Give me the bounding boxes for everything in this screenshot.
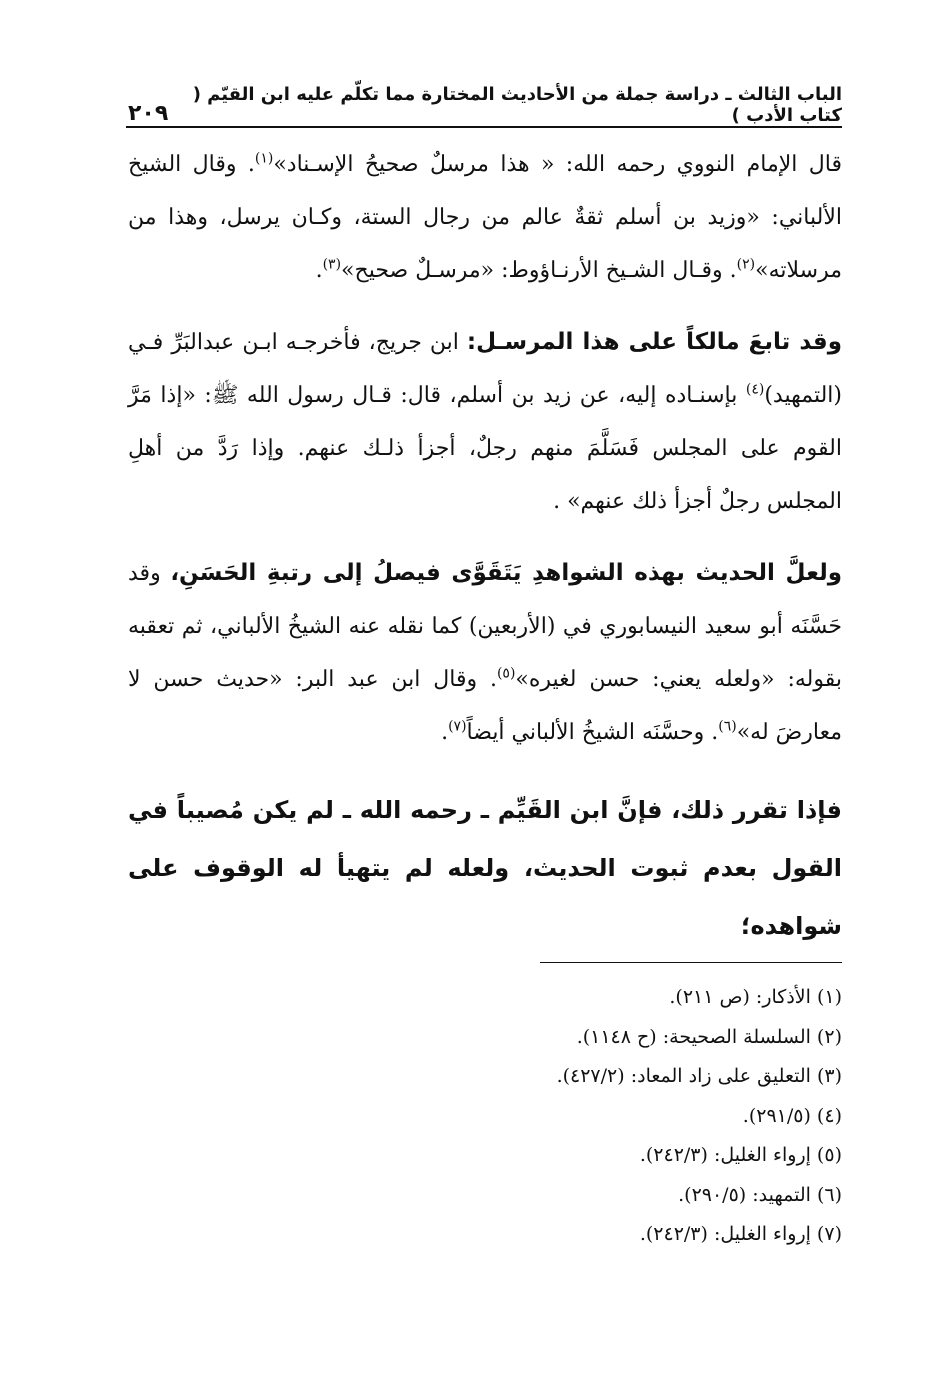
paragraph-mutaba: وقد تابعَ مالكاً على هذا المرسـل: ابن جريج، فأخرجـه ابـن عبدالبَرِّ فـي (التمهيد)$^{(٤)}$ بإسنـاده إليه، عن زيد بن أسلم، قال: قـال رسول الله ﷺ: «إذا مَرَّ القوم على المجلس فَسَلَّمَ منهم رجلٌ، أجزأ ذلـك عنهم. وإذا رَدَّ من أهلِ المجلس رجلٌ أجزأ ذلك عنهم» .	[128, 329, 842, 514]
bold-lead: ولعلَّ الحديث بهذه الشواهدِ يَتَقَوَّى فيصلُ إلى رتبةِ الحَسَنِ،	[170, 560, 842, 586]
main-text	[128, 138, 842, 955]
footnote-ref[interactable]: (٤)	[745, 381, 765, 398]
footnotes	[128, 978, 842, 1255]
paragraph-conclusion: فإذا تقرر ذلك، فإنَّ ابن القَيِّم ـ رحمه الله ـ لم يكن مُصيباً في القول بعدم ثبوت الحديث، ولعله لم يتهيأ له الوقوف على شواهده؛	[128, 796, 842, 940]
footnote-item: (٧) إرواء الغليل: (٢٤٢/٣).	[639, 1223, 842, 1245]
footnote-item: (٦) التمهيد: (٢٩٠/٥).	[678, 1183, 842, 1206]
footnote-item: (٥) إرواء الغليل: (٢٤٢/٣).	[639, 1144, 842, 1166]
footnote-ref[interactable]: (١)	[254, 150, 274, 167]
header-rule	[126, 126, 842, 128]
footnote-item: (٢) السلسلة الصحيحة: (ح ١١٤٨).	[576, 1025, 842, 1048]
paragraph-nawawi: قال الإمام النووي رحمه الله: « هذا مرسلٌ صحيحُ الإسـناد»$^{(١)}$. وقال الشيخ الألباني: «وزيد بن أسلم ثقةٌ عالم من رجال الستة، وكـان يرسل، وهذا من مرسلاته»$^{(٢)}$. وقـال الشـيخ الأرنـاؤوط: «مرسـلٌ صحيح»$^{(٣)}$.	[128, 150, 842, 283]
footnote-item: (٣) التعليق على زاد المعاد: (٤٢٧/٢).	[556, 1065, 842, 1087]
footnote-ref[interactable]: (٦)	[718, 718, 737, 735]
footnote-ref[interactable]: (٣)	[322, 256, 342, 273]
page-number: ٢٠٩	[128, 101, 169, 126]
bold-lead: وقد تابعَ مالكاً على هذا المرسـل:	[466, 329, 842, 355]
running-header	[128, 86, 842, 126]
footnote-ref[interactable]: (٥)	[496, 665, 516, 682]
chapter-title: الباب الثالث ـ دراسة جملة من الأحاديث المختارة مما تكلّم عليه ابن القيّم ( كتاب الأدب )	[192, 84, 842, 126]
paragraph-shawahid: ولعلَّ الحديث بهذه الشواهدِ يَتَقَوَّى فيصلُ إلى رتبةِ الحَسَنِ، وقد حَسَّنَه أبو سعيد النيسابوري في (الأربعين) كما نقله عنه الشيخُ الألباني، ثم تعقبه بقوله: «ولعله يعني: حسن لغيره»$^{(٥)}$. وقال ابن عبد البر: «حديث حسن لا معارضَ له»$^{(٦)}$. وحسَّنَه الشيخُ الألباني أيضاً$^{(٧)}$.	[128, 560, 842, 745]
footnote-ref[interactable]: (٢)	[736, 256, 756, 273]
footnote-item: (١) الأذكار: (ص ٢١١).	[669, 986, 842, 1008]
footnote-item: (٤) (٢٩١/٥).	[742, 1104, 842, 1127]
footnote-separator	[540, 962, 842, 963]
footnote-ref[interactable]: (٧)	[448, 718, 467, 735]
